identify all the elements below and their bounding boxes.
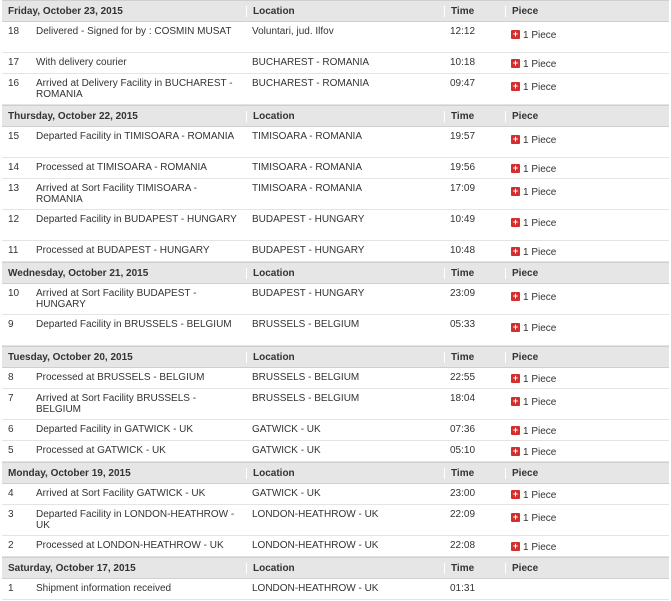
piece-header: Piece: [505, 268, 669, 279]
expand-plus-icon[interactable]: +: [512, 512, 519, 522]
event-piece[interactable]: [505, 505, 669, 535]
day-header: [2, 462, 669, 484]
piece-header: Piece: [505, 111, 669, 122]
piece-label[interactable]: 1 Piece: [523, 447, 557, 458]
event-time: 22:08: [450, 540, 476, 551]
event-description: Arrived at Delivery Facility in BUCHAREST - ROMANIA: [36, 78, 233, 100]
event-location: GATWICK - UK: [252, 488, 321, 499]
table-row: [2, 579, 669, 600]
piece-label[interactable]: 1 Piece: [523, 218, 557, 229]
event-location: BRUSSELS - BELGIUM: [252, 372, 360, 383]
table-row: [2, 158, 669, 179]
event-description: Departed Facility in BUDAPEST - HUNGARY: [36, 214, 237, 225]
location-header: Location: [246, 468, 444, 479]
table-row: [2, 53, 669, 74]
piece-label[interactable]: 1 Piece: [523, 187, 557, 198]
location-header: Location: [246, 563, 444, 574]
event-time: 22:55: [450, 372, 476, 383]
day-date: Saturday, October 17, 2015: [8, 562, 136, 574]
event-piece[interactable]: [505, 74, 669, 104]
event-time: 17:09: [450, 183, 476, 194]
event-piece[interactable]: [505, 158, 669, 178]
event-time: 09:47: [450, 78, 476, 89]
piece-label[interactable]: 1 Piece: [523, 490, 557, 501]
time-header: Time: [444, 468, 505, 479]
event-piece[interactable]: [505, 53, 669, 73]
time-header: Time: [444, 111, 505, 122]
piece-label[interactable]: 1 Piece: [523, 164, 557, 175]
event-location: BUDAPEST - HUNGARY: [252, 214, 365, 225]
event-number: 3: [8, 509, 14, 520]
expand-plus-icon[interactable]: +: [512, 217, 519, 227]
event-location: GATWICK - UK: [252, 445, 321, 456]
location-header: Location: [246, 6, 444, 17]
table-row: [2, 484, 669, 505]
event-time: 07:36: [450, 424, 476, 435]
event-location: TIMISOARA - ROMANIA: [252, 183, 363, 194]
event-description: Arrived at Sort Facility BUDAPEST - HUNGARY: [36, 288, 197, 310]
shipment-tracking-table: [2, 0, 669, 600]
event-piece[interactable]: [505, 441, 669, 461]
event-time: 19:57: [450, 131, 476, 142]
event-description: Arrived at Sort Facility BRUSSELS - BELGIUM: [36, 393, 197, 415]
table-row: [2, 536, 669, 557]
event-description: Arrived at Sort Facility TIMISOARA - ROMANIA: [36, 183, 197, 205]
event-description: With delivery courier: [36, 57, 127, 68]
event-number: 16: [8, 78, 20, 89]
table-row: [2, 284, 669, 315]
event-location: TIMISOARA - ROMANIA: [252, 162, 363, 173]
event-time: 01:31: [450, 583, 476, 594]
event-number: 2: [8, 540, 14, 551]
expand-plus-icon[interactable]: +: [512, 322, 519, 332]
event-location: TIMISOARA - ROMANIA: [252, 131, 363, 142]
event-description: Processed at GATWICK - UK: [36, 445, 166, 456]
table-row: [2, 420, 669, 441]
event-location: Voluntari, jud. Ilfov: [252, 26, 334, 37]
event-location: GATWICK - UK: [252, 424, 321, 435]
day-header: [2, 105, 669, 127]
event-description: Shipment information received: [36, 583, 172, 594]
expand-plus-icon[interactable]: +: [512, 81, 519, 91]
event-time: 23:00: [450, 488, 476, 499]
event-location: LONDON-HEATHROW - UK: [252, 540, 379, 551]
piece-label[interactable]: 1 Piece: [523, 30, 557, 41]
event-number: 13: [8, 183, 20, 194]
event-description: Processed at TIMISOARA - ROMANIA: [36, 162, 207, 173]
event-piece[interactable]: [505, 210, 669, 240]
piece-label[interactable]: 1 Piece: [523, 82, 557, 93]
event-description: Processed at BUDAPEST - HUNGARY: [36, 245, 210, 256]
event-time: 18:04: [450, 393, 476, 404]
event-piece: [505, 579, 669, 599]
event-time: 10:49: [450, 214, 476, 225]
expand-plus-icon[interactable]: +: [512, 246, 519, 256]
piece-label[interactable]: 1 Piece: [523, 542, 557, 553]
event-description: Departed Facility in LONDON-HEATHROW - UK: [36, 509, 235, 531]
event-description: Delivered - Signed for by : COSMIN MUSAT: [36, 26, 232, 37]
event-number: 9: [8, 319, 14, 330]
time-header: Time: [444, 352, 505, 363]
table-row: [2, 241, 669, 262]
table-row: [2, 368, 669, 389]
event-time: 12:12: [450, 26, 476, 37]
time-header: Time: [444, 563, 505, 574]
expand-plus-icon[interactable]: +: [512, 489, 519, 499]
piece-header: Piece: [505, 468, 669, 479]
event-number: 14: [8, 162, 20, 173]
piece-header: Piece: [505, 352, 669, 363]
event-piece[interactable]: [505, 315, 669, 345]
event-location: LONDON-HEATHROW - UK: [252, 509, 379, 520]
piece-label[interactable]: 1 Piece: [523, 247, 557, 258]
day-date: Tuesday, October 20, 2015: [8, 351, 133, 363]
event-number: 17: [8, 57, 20, 68]
time-header: Time: [444, 268, 505, 279]
event-time: 05:10: [450, 445, 476, 456]
event-number: 7: [8, 393, 14, 404]
event-location: BUDAPEST - HUNGARY: [252, 245, 365, 256]
event-number: 12: [8, 214, 20, 225]
event-time: 10:18: [450, 57, 476, 68]
expand-plus-icon[interactable]: +: [512, 373, 519, 383]
location-header: Location: [246, 352, 444, 363]
expand-plus-icon[interactable]: +: [512, 446, 519, 456]
table-row: [2, 179, 669, 210]
event-description: Departed Facility in BRUSSELS - BELGIUM: [36, 319, 232, 330]
event-location: BRUSSELS - BELGIUM: [252, 319, 360, 330]
event-piece[interactable]: [505, 22, 669, 52]
table-row: [2, 210, 669, 241]
event-time: 23:09: [450, 288, 476, 299]
expand-plus-icon[interactable]: +: [512, 58, 519, 68]
expand-plus-icon[interactable]: +: [512, 186, 519, 196]
event-piece[interactable]: [505, 127, 669, 157]
event-number: 5: [8, 445, 14, 456]
event-number: 1: [8, 583, 14, 594]
piece-label[interactable]: 1 Piece: [523, 292, 557, 303]
event-piece[interactable]: [505, 368, 669, 388]
event-location: BUDAPEST - HUNGARY: [252, 288, 365, 299]
event-description: Processed at LONDON-HEATHROW - UK: [36, 540, 224, 551]
expand-plus-icon[interactable]: +: [512, 163, 519, 173]
expand-plus-icon[interactable]: +: [512, 425, 519, 435]
day-header: [2, 346, 669, 368]
event-description: Arrived at Sort Facility GATWICK - UK: [36, 488, 206, 499]
event-piece[interactable]: [505, 284, 669, 314]
day-header: [2, 0, 669, 22]
expand-plus-icon[interactable]: +: [512, 291, 519, 301]
day-date: Friday, October 23, 2015: [8, 5, 123, 17]
event-number: 11: [8, 245, 19, 256]
day-date: Wednesday, October 21, 2015: [8, 267, 149, 279]
table-row: [2, 389, 669, 420]
event-piece[interactable]: [505, 420, 669, 440]
event-time: 22:09: [450, 509, 476, 520]
event-time: 19:56: [450, 162, 476, 173]
expand-plus-icon[interactable]: +: [512, 29, 519, 39]
piece-label[interactable]: 1 Piece: [523, 59, 557, 70]
piece-label[interactable]: 1 Piece: [523, 513, 557, 524]
table-row: [2, 74, 669, 105]
location-header: Location: [246, 111, 444, 122]
piece-header: Piece: [505, 563, 669, 574]
day-date: Thursday, October 22, 2015: [8, 110, 138, 122]
event-description: Processed at BRUSSELS - BELGIUM: [36, 372, 205, 383]
expand-plus-icon[interactable]: +: [512, 396, 519, 406]
table-row: [2, 127, 669, 158]
expand-plus-icon[interactable]: +: [512, 541, 519, 551]
day-header: [2, 262, 669, 284]
event-number: 10: [8, 288, 20, 299]
piece-label[interactable]: 1 Piece: [523, 323, 557, 334]
time-header: Time: [444, 6, 505, 17]
event-piece[interactable]: [505, 536, 669, 556]
event-number: 4: [8, 488, 14, 499]
event-piece[interactable]: [505, 484, 669, 504]
event-number: 15: [8, 131, 20, 142]
event-number: 8: [8, 372, 14, 383]
day-date: Monday, October 19, 2015: [8, 467, 131, 479]
event-piece[interactable]: [505, 179, 669, 209]
table-row: [2, 22, 669, 53]
table-row: [2, 441, 669, 462]
event-description: Departed Facility in TIMISOARA - ROMANIA: [36, 131, 235, 142]
table-row: [2, 505, 669, 536]
expand-plus-icon[interactable]: +: [512, 134, 519, 144]
event-location: LONDON-HEATHROW - UK: [252, 583, 379, 594]
piece-label[interactable]: 1 Piece: [523, 397, 557, 408]
event-location: BUCHAREST - ROMANIA: [252, 57, 370, 68]
location-header: Location: [246, 268, 444, 279]
event-location: BRUSSELS - BELGIUM: [252, 393, 360, 404]
event-time: 10:48: [450, 245, 476, 256]
event-piece[interactable]: [505, 389, 669, 419]
day-header: [2, 557, 669, 579]
event-number: 6: [8, 424, 14, 435]
event-piece[interactable]: [505, 241, 669, 261]
event-location: BUCHAREST - ROMANIA: [252, 78, 370, 89]
event-number: 18: [8, 26, 20, 37]
piece-header: Piece: [505, 6, 669, 17]
piece-label[interactable]: 1 Piece: [523, 374, 557, 385]
piece-label[interactable]: 1 Piece: [523, 135, 557, 146]
table-row: [2, 315, 669, 346]
piece-label[interactable]: 1 Piece: [523, 426, 557, 437]
event-description: Departed Facility in GATWICK - UK: [36, 424, 194, 435]
event-time: 05:33: [450, 319, 476, 330]
